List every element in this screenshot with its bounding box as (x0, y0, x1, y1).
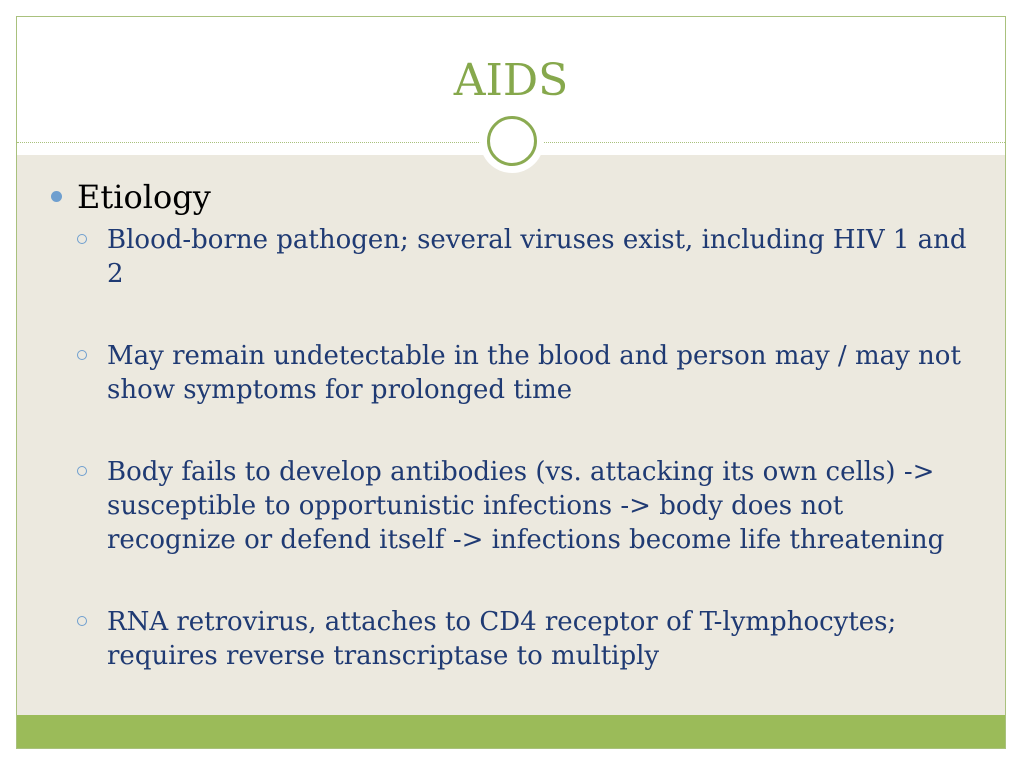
hollow-circle-bullet-icon (77, 616, 87, 626)
footer-accent-bar (17, 715, 1005, 748)
sub-bullet-text: RNA retrovirus, attaches to CD4 receptor of T-lymphocytes; requires reverse transcriptase to multiply (107, 607, 897, 671)
sub-bullet-item (49, 223, 979, 291)
sub-bullet-item (49, 455, 979, 557)
sub-bullet-list (49, 223, 979, 673)
sub-bullet-text: Body fails to develop antibodies (vs. attacking its own cells) -> susceptible to opportunistic infections -> body does not recognize or defend itself -> infections become life threatening (107, 457, 945, 555)
slide-title: AIDS (453, 55, 569, 106)
bullet-level1 (49, 177, 979, 217)
hollow-circle-bullet-icon (77, 466, 87, 476)
filled-circle-bullet-icon (51, 191, 62, 202)
slide-content (49, 177, 979, 673)
bullet-level1-text: Etiology (77, 178, 211, 216)
hollow-circle-bullet-icon (77, 350, 87, 360)
sub-bullet-item (49, 605, 979, 673)
divider-circle-icon (487, 116, 537, 166)
hollow-circle-bullet-icon (77, 234, 87, 244)
sub-bullet-item (49, 339, 979, 407)
slide (16, 16, 1006, 749)
sub-bullet-text: May remain undetectable in the blood and person may / may not show symptoms for prolonged time (107, 341, 961, 405)
sub-bullet-text: Blood-borne pathogen; several viruses exist, including HIV 1 and 2 (107, 225, 967, 289)
